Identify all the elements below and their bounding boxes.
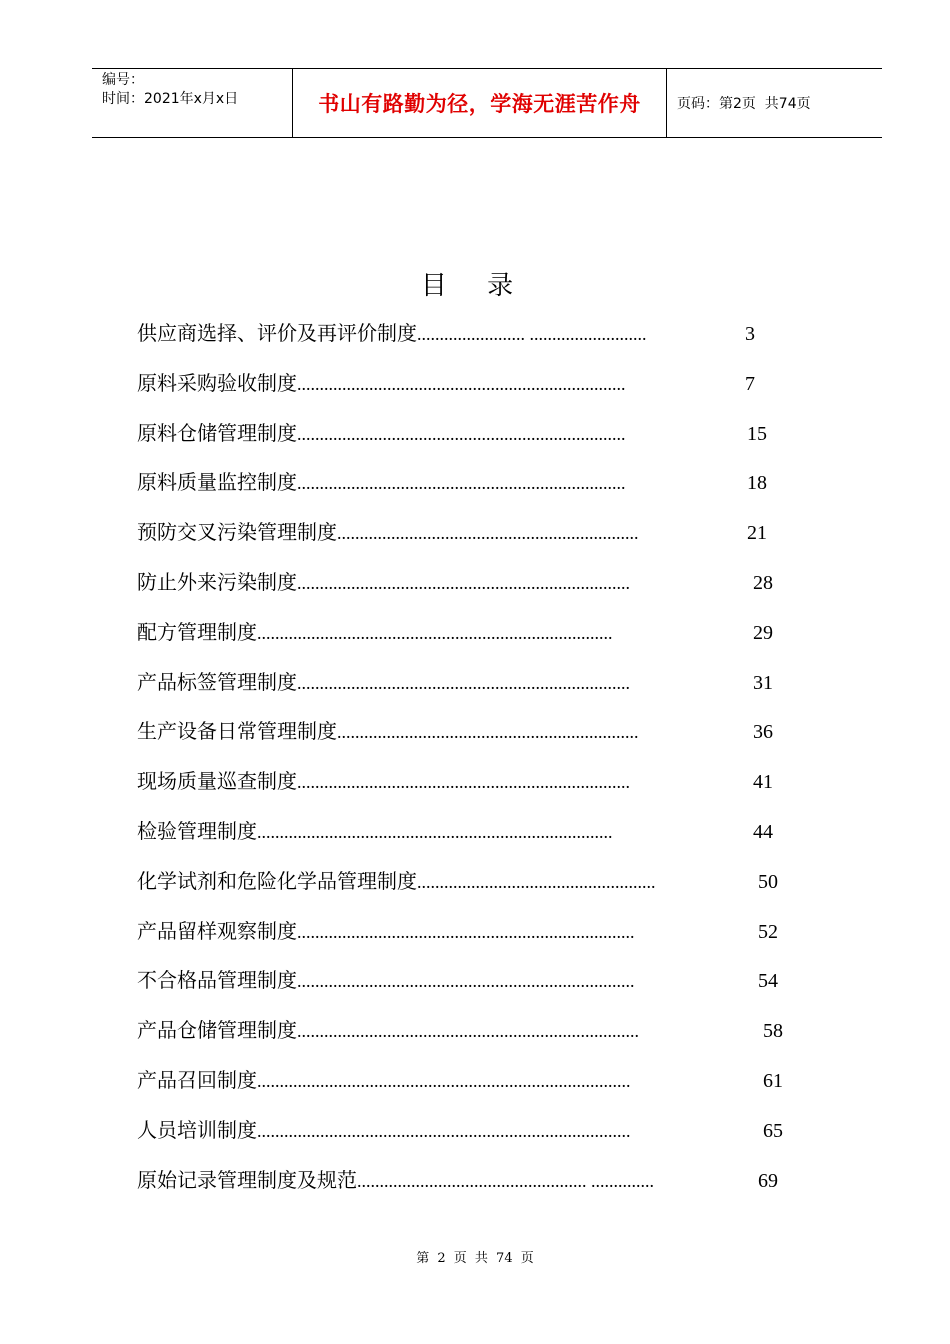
toc-leader-dots: ...................................................................: [337, 523, 639, 543]
toc-entry-title: 检验管理制度: [137, 819, 257, 843]
toc-entry-page-number: 28: [753, 572, 773, 594]
toc-leader-dots: ...........................................................................: [297, 922, 635, 942]
toc-entry-title: 原料质量监控制度: [137, 470, 297, 494]
toc-entry-page-number: 36: [753, 721, 773, 743]
toc-entry-title: 原料仓储管理制度: [137, 421, 297, 445]
toc-entry-title: 防止外来污染制度: [137, 570, 297, 594]
toc-leader-dots: ............................................................................: [297, 1021, 639, 1041]
toc-entry[interactable]: [137, 1065, 783, 1095]
toc-leader-dots: ........................ ..........................: [417, 324, 647, 344]
toc-entry-page-number: 50: [758, 871, 778, 893]
toc-entry[interactable]: [137, 667, 773, 697]
toc-entry-title: 配方管理制度: [137, 620, 257, 644]
toc-entry-page-number: 41: [753, 771, 773, 793]
toc-entry-title: 产品召回制度: [137, 1068, 257, 1092]
toc-entry[interactable]: [137, 1165, 778, 1195]
toc-entry-title: 不合格品管理制度: [137, 968, 297, 992]
toc-entry[interactable]: [137, 418, 767, 448]
toc-entry-title: 产品标签管理制度: [137, 670, 297, 694]
toc-entry-page-number: 29: [753, 622, 773, 644]
toc-entry-page-number: 69: [758, 1170, 778, 1192]
toc-entry-page-number: 44: [753, 821, 773, 843]
toc-leader-dots: ..........................................................................: [297, 673, 630, 693]
toc-entry-page-number: 3: [745, 323, 755, 345]
toc-entry-page-number: 54: [758, 970, 778, 992]
toc-leader-dots: .........................................................................: [297, 424, 626, 444]
toc-entry-title: 人员培训制度: [137, 1118, 257, 1142]
toc-leader-dots: ................................................... ..............: [357, 1171, 654, 1191]
toc-entry[interactable]: [137, 965, 778, 995]
page-header: [92, 68, 882, 138]
header-page-info-text: 页码：第2页 共74页: [677, 96, 811, 112]
toc-entry-title: 生产设备日常管理制度: [137, 719, 337, 743]
toc-entry[interactable]: [137, 866, 778, 896]
toc-entry[interactable]: [137, 1015, 783, 1045]
page-footer: 第 2 页 共 74 页: [416, 1251, 534, 1266]
toc-leader-dots: ..........................................................................: [297, 772, 630, 792]
header-motto: 书山有路勤为径，学海无涯苦作舟: [293, 69, 667, 137]
toc-leader-dots: ...............................................................................: [257, 623, 613, 643]
toc-entry[interactable]: [137, 467, 767, 497]
document-number-label: 编号：: [102, 72, 144, 88]
toc-entry-title: 原料采购验收制度: [137, 371, 297, 395]
header-page-info: [667, 69, 882, 137]
toc-entry-page-number: 21: [747, 522, 767, 544]
toc-leader-dots: ...................................................................: [337, 722, 639, 742]
toc-entry-title: 产品仓储管理制度: [137, 1018, 297, 1042]
toc-entry[interactable]: [137, 517, 767, 547]
toc-leader-dots: .....................................................: [417, 872, 656, 892]
toc-entry[interactable]: [137, 1115, 783, 1145]
document-time: 时间：2021年x月x日: [102, 91, 239, 107]
toc-entry[interactable]: [137, 368, 755, 398]
toc-leader-dots: ..........................................................................: [297, 573, 630, 593]
toc-entry-title: 原始记录管理制度及规范: [137, 1168, 357, 1192]
toc-entry-title: 化学试剂和危险化学品管理制度: [137, 869, 417, 893]
toc-entry-page-number: 52: [758, 921, 778, 943]
toc-entry[interactable]: [137, 318, 755, 348]
toc-entry-page-number: 31: [753, 672, 773, 694]
toc-leader-dots: .........................................................................: [297, 374, 626, 394]
toc-leader-dots: ...................................................................................: [257, 1121, 631, 1141]
toc-entry[interactable]: [137, 766, 773, 796]
toc-entry-title: 供应商选择、评价及再评价制度: [137, 321, 417, 345]
toc-entry-page-number: 61: [763, 1070, 783, 1092]
toc-entry-page-number: 7: [745, 373, 755, 395]
toc-leader-dots: .........................................................................: [297, 473, 626, 493]
toc-entry[interactable]: [137, 567, 773, 597]
toc-leader-dots: ...................................................................................: [257, 1071, 631, 1091]
toc-entry-page-number: 58: [763, 1020, 783, 1042]
toc-entry[interactable]: [137, 916, 778, 946]
toc-entry[interactable]: [137, 716, 773, 746]
toc-entry[interactable]: [137, 816, 773, 846]
toc-entry-page-number: 15: [747, 423, 767, 445]
toc-entry[interactable]: [137, 617, 773, 647]
toc-leader-dots: ...............................................................................: [257, 822, 613, 842]
toc-entry-title: 现场质量巡查制度: [137, 769, 297, 793]
toc-entry-title: 预防交叉污染管理制度: [137, 520, 337, 544]
toc-entry-page-number: 18: [747, 472, 767, 494]
toc-entry-title: 产品留样观察制度: [137, 919, 297, 943]
toc-title: 目 录: [420, 271, 530, 301]
header-meta: [92, 69, 293, 137]
toc-entry-page-number: 65: [763, 1120, 783, 1142]
toc-leader-dots: ...........................................................................: [297, 971, 635, 991]
